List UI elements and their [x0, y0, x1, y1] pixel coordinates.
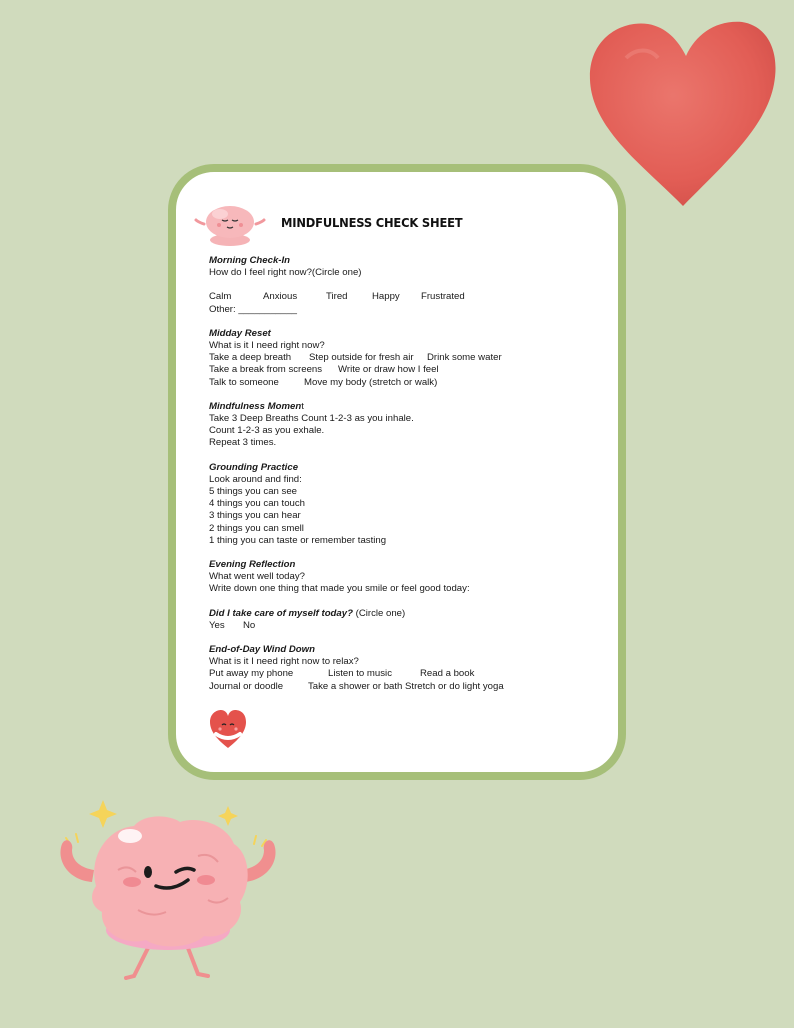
- section-heading: Midday Reset: [209, 327, 271, 339]
- section-midday-reset: [209, 328, 609, 389]
- list-item: 1 thing you can taste or remember tasting: [209, 534, 387, 546]
- heading-main: Did I take care of myself today?: [209, 607, 353, 619]
- list-item: Look around and find:: [209, 473, 302, 485]
- section-grounding-practice: [209, 462, 609, 547]
- option-calm[interactable]: Calm: [209, 291, 232, 303]
- yes-no-options: [209, 620, 609, 632]
- option-step-outside[interactable]: Step outside for fresh air: [309, 352, 414, 364]
- option-move-body[interactable]: Move my body (stretch or walk): [304, 376, 438, 388]
- prompt-line: What went well today?: [209, 571, 305, 583]
- midday-options-row: [209, 377, 609, 389]
- instruction-line: Take 3 Deep Breaths Count 1-2-3 as you inhale.: [209, 413, 414, 425]
- option-anxious[interactable]: Anxious: [263, 291, 298, 303]
- section-morning-check-in: [209, 255, 609, 316]
- wind-down-options-row: [209, 681, 609, 693]
- option-yes[interactable]: Yes: [209, 619, 225, 631]
- section-question: What is it I need right now?: [209, 340, 325, 352]
- instruction-line: Repeat 3 times.: [209, 437, 277, 449]
- option-listen-music[interactable]: Listen to music: [328, 668, 392, 680]
- list-item: 4 things you can touch: [209, 498, 306, 510]
- instruction-line: Count 1-2-3 as you exhale.: [209, 425, 325, 437]
- option-talk-to-someone[interactable]: Talk to someone: [209, 376, 279, 388]
- page-title: MINDFULNESS CHECK SHEET: [281, 215, 463, 230]
- other-field[interactable]: Other: ___________: [209, 303, 298, 315]
- section-mindfulness-moment: [209, 401, 609, 450]
- option-journal-doodle[interactable]: Journal or doodle: [209, 680, 284, 692]
- option-put-away-phone[interactable]: Put away my phone: [209, 668, 294, 680]
- list-item: 2 things you can smell: [209, 522, 304, 534]
- heading-main: Mindfulness Momen: [209, 400, 302, 412]
- hugging-heart-icon: [208, 708, 248, 750]
- option-screen-break[interactable]: Take a break from screens: [209, 364, 323, 376]
- option-frustrated[interactable]: Frustrated: [421, 291, 465, 303]
- feeling-options: [209, 291, 609, 303]
- section-heading: Evening Reflection: [209, 559, 296, 571]
- flexing-brain-illustration: [48, 790, 288, 985]
- section-evening-reflection: [209, 559, 609, 596]
- wind-down-options-row: [209, 668, 609, 680]
- prompt-line: Write down one thing that made you smile or feel good today:: [209, 583, 470, 595]
- section-question: What is it I need right now to relax?: [209, 656, 359, 668]
- section-wind-down: [209, 644, 609, 693]
- list-item: 5 things you can see: [209, 486, 298, 498]
- list-item: 3 things you can hear: [209, 510, 301, 522]
- section-heading: [209, 401, 609, 413]
- check-sheet-content: [209, 255, 609, 693]
- option-shower-bath[interactable]: Take a shower or bath: [308, 680, 403, 692]
- option-drink-water[interactable]: Drink some water: [427, 352, 502, 364]
- option-happy[interactable]: Happy: [372, 291, 400, 303]
- section-heading: Morning Check-In: [209, 255, 291, 266]
- option-write-draw[interactable]: Write or draw how I feel: [338, 364, 439, 376]
- section-heading: [209, 608, 609, 620]
- option-read-book[interactable]: Read a book: [420, 668, 475, 680]
- option-deep-breath[interactable]: Take a deep breath: [209, 352, 292, 364]
- heading-tail: t: [301, 400, 304, 412]
- heading-suffix: (Circle one): [352, 607, 406, 619]
- midday-options-row: [209, 364, 609, 376]
- option-no[interactable]: No: [243, 619, 256, 631]
- meditating-brain-icon: [192, 200, 268, 248]
- section-heading: End-of-Day Wind Down: [209, 644, 315, 656]
- option-tired[interactable]: Tired: [326, 291, 348, 303]
- section-self-care: [209, 608, 609, 632]
- section-question: How do I feel right now?(Circle one): [209, 267, 362, 279]
- midday-options-row: [209, 352, 609, 364]
- option-stretch-yoga[interactable]: Stretch or do light yoga: [405, 680, 504, 692]
- section-heading: Grounding Practice: [209, 461, 299, 473]
